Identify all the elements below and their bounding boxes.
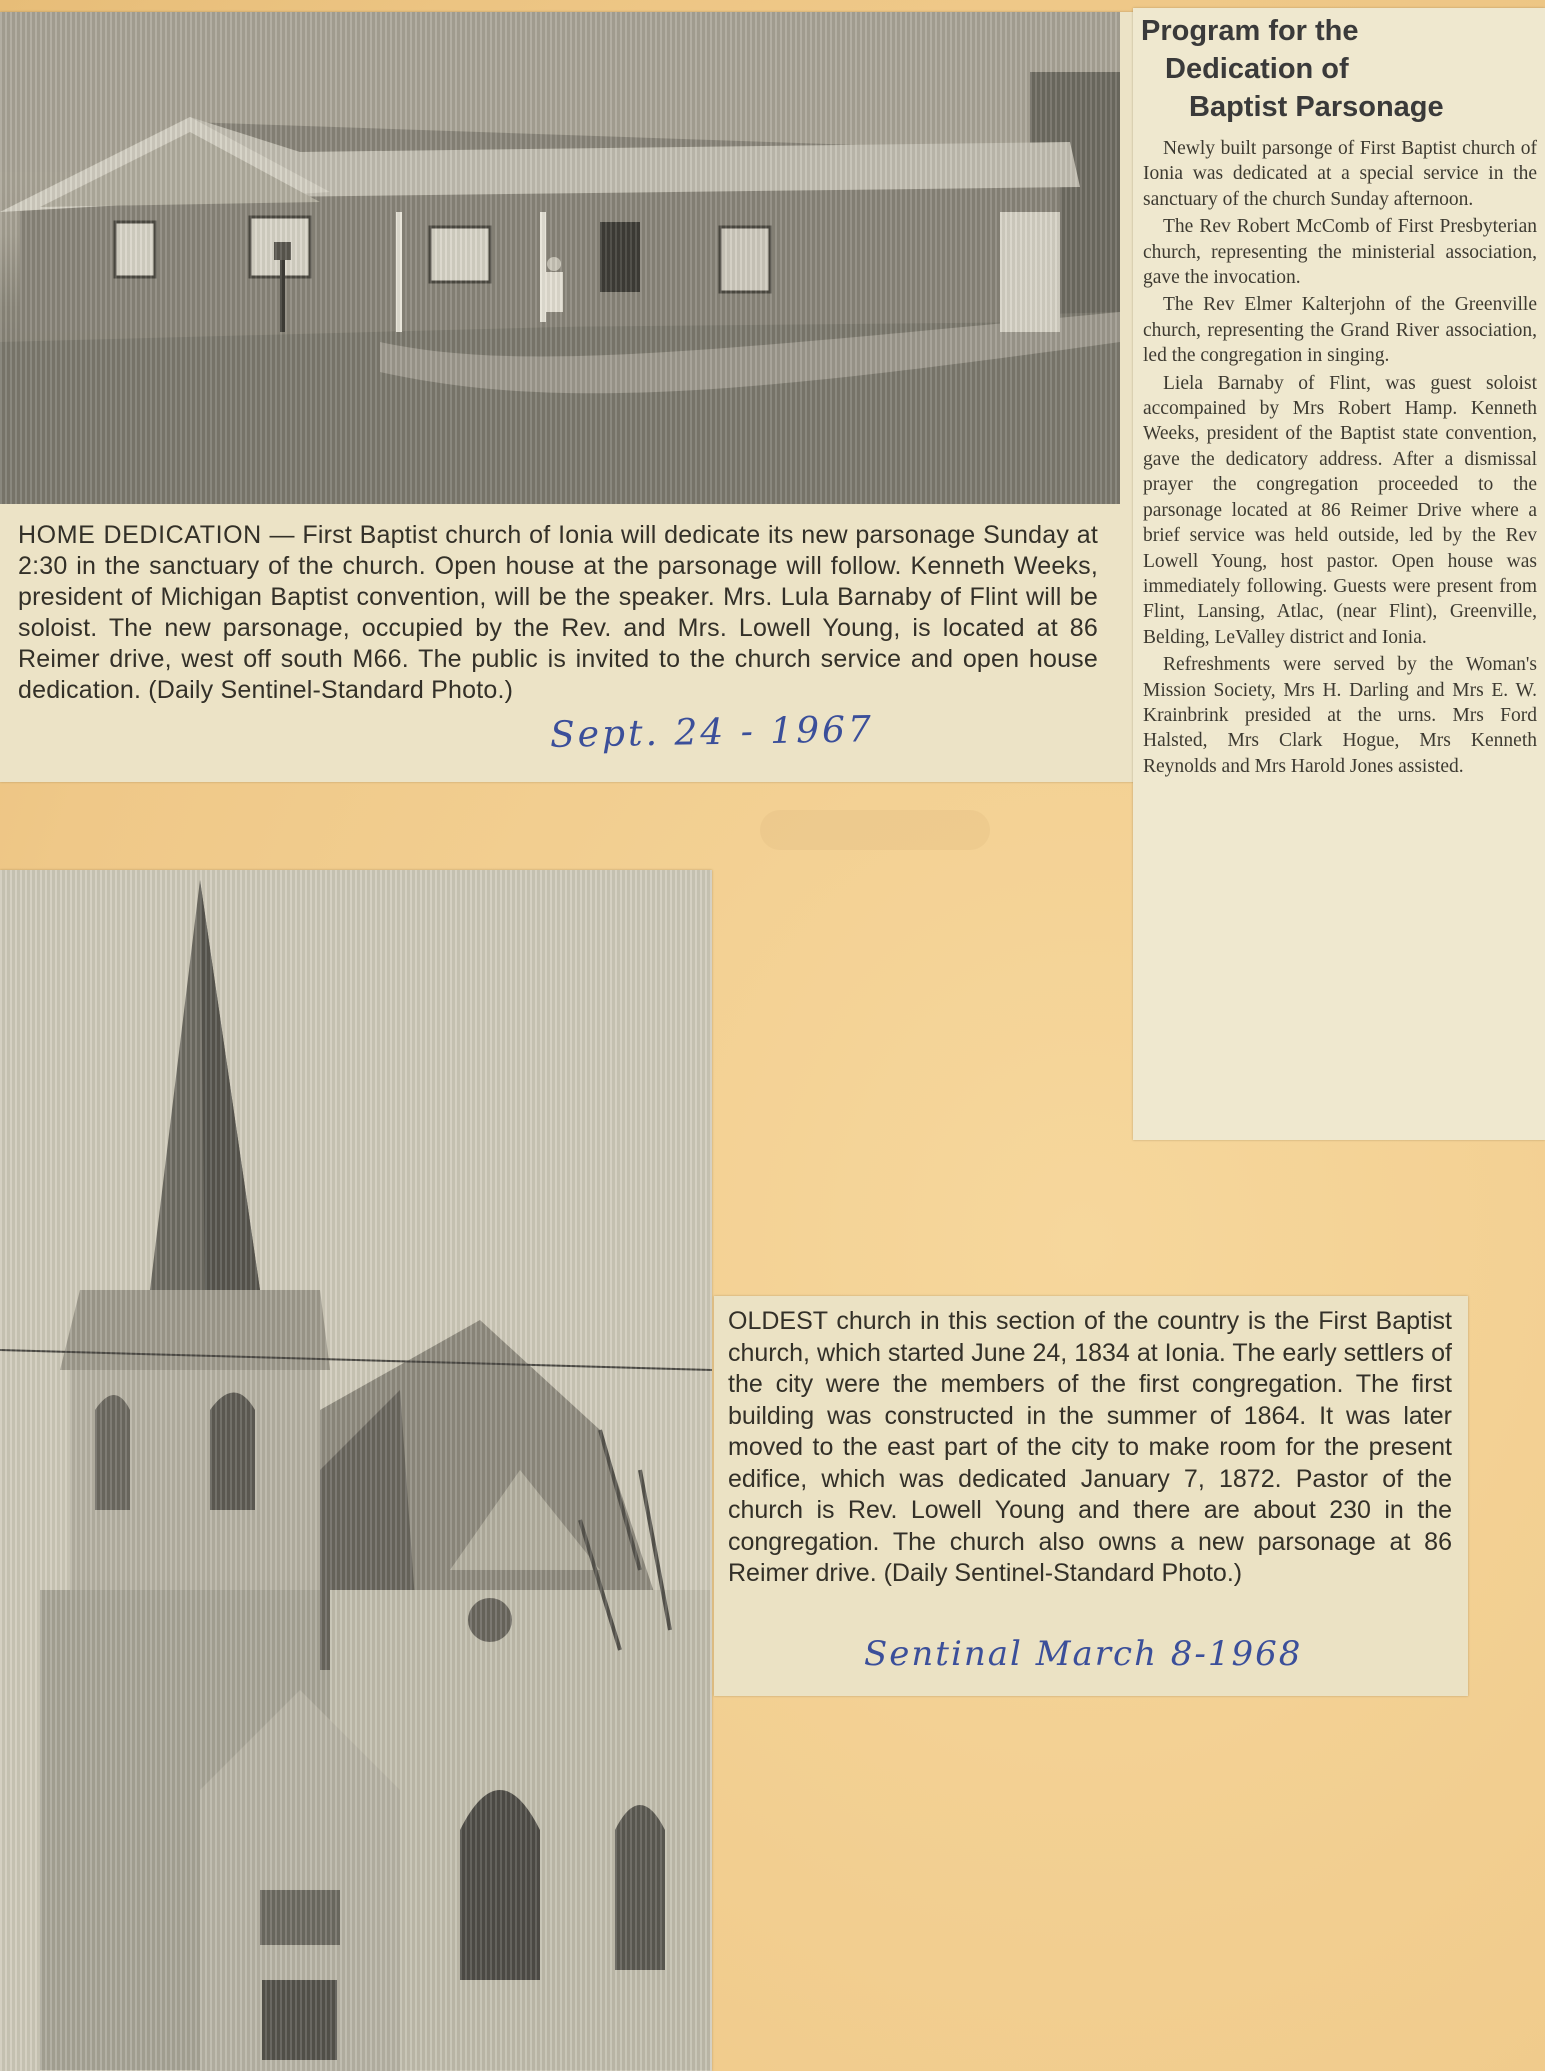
program-clipping [1133, 8, 1545, 1140]
caption-text: — First Baptist church of Ionia will dedicate its new parsonage Sunday at 2:30 in the sanctuary of the church. Open house at the parsonage will follow. Kenneth Weeks, president of Michigan Baptist convention, will be the speaker. Mrs. Lula Barnaby of Flint will be soloist. The new parsonage, occupied by the Rev. and Mrs. Lowell Young, is located at 86 Reimer drive, west off south M66. The public is invited to the church service and open house dedication. (Daily Sentinel-Standard Photo.) [18, 521, 1098, 704]
article-paragraph: The Rev Robert McComb of First Presbyterian church, representing the ministerial association, gave the invocation. [1143, 216, 1537, 289]
house-dedication-clipping [0, 12, 1140, 782]
program-headline [1141, 12, 1541, 126]
headline-line-3: Baptist Parsonage [1189, 91, 1444, 123]
program-article-body [1143, 136, 1537, 781]
article-paragraph: Refreshments were served by the Woman's Mission Society, Mrs H. Darling and Mrs E. W. Krainbrink presided at the urns. Mrs Ford Halsted, Mrs Clark Hogue, Mrs Kenneth Reynolds and Mrs Harold Jones assisted. [1143, 654, 1537, 777]
headline-line-1: Program for the [1141, 15, 1359, 47]
headline-line-2: Dedication of [1165, 53, 1349, 85]
handwritten-date-1968: Sentinal March 8-1968 [864, 1634, 1303, 1674]
house-photo-caption [18, 520, 1098, 706]
caption-lead: HOME DEDICATION [18, 521, 262, 549]
article-paragraph: Liela Barnaby of Flint, was guest soloist accompained by Mrs Robert Hamp. Kenneth Weeks, president of the Baptist state convention, gave the dedicatory address. After a dismissal prayer the congregation proceeded to the parsonage located at 86 Reimer Drive where a brief service was held outside, led by the Rev Lowell Young, host pastor. Open house was immediately following. Guests were present from Flint, Lansing, Atlac, (near Flint), Greenville, Belding, LeValley district and Ionia. [1143, 372, 1537, 648]
article-paragraph: Newly built parsonge of First Baptist church of Ionia was dedicated at a special service in the sanctuary of the church Sunday afternoon. [1143, 138, 1537, 210]
oldest-church-clipping [714, 1296, 1468, 1696]
parsonage-photo [0, 12, 1120, 504]
church-photo-caption: OLDEST church in this section of the country is the First Baptist church, which started June 24, 1834 at Ionia. The early settlers of the city were the members of the first congregation. The first building was constructed in the summer of 1864. It was later moved to the east part of the city to make room for the present edifice, which was dedicated January 7, 1872. Pastor of the church is Rev. Lowell Young and there are about 230 in the congregation. The church also owns a new parsonage at 86 Reimer drive. (Daily Sentinel-Standard Photo.) [728, 1307, 1452, 1587]
paper-stain [760, 810, 990, 850]
article-paragraph: The Rev Elmer Kalterjohn of the Greenville church, representing the Grand River association, led the congregation in singing. [1143, 294, 1537, 367]
handwritten-date-1967: Sept. 24 - 1967 [549, 709, 875, 756]
church-photo [0, 870, 712, 2071]
